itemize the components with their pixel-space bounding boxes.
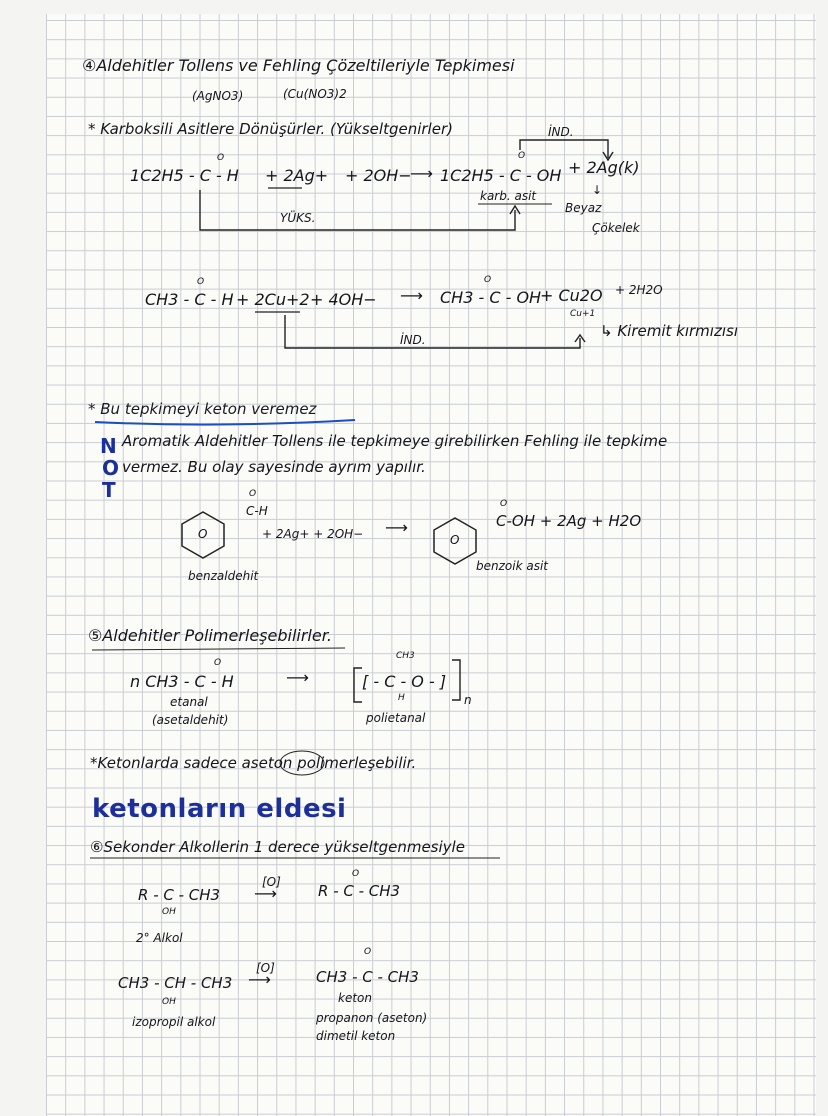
r1-label: 2° Alkol: [136, 931, 183, 945]
benzoik-label: benzoik asit: [476, 559, 548, 573]
asetaldehit-label: (asetaldehit): [152, 713, 229, 727]
eq1-left: 1C2H5 - C - H: [130, 166, 239, 185]
eq2-oh: + 4OH−: [310, 290, 377, 309]
eq1-ag: + 2Ag+: [265, 166, 329, 185]
ketonlar-heading: ketonların eldesi: [92, 794, 347, 824]
r1-arrow-icon: ⟶: [254, 884, 277, 903]
eq2-kiremit: ↳ Kiremit kırmızısı: [600, 322, 738, 340]
eq1-oh: + 2OH−: [345, 166, 412, 185]
note-letter-t: T: [102, 478, 116, 502]
eq1-yuks: YÜKS.: [280, 211, 316, 225]
polymer-n: n: [464, 693, 472, 707]
note-line-1: Aromatik Aldehitler Tollens ile tepkimeye girebilirken Fehling ile tepkime: [122, 432, 668, 450]
r1-right-o: O: [352, 869, 360, 879]
ind-label-top: İND.: [548, 125, 574, 139]
r2-keton: keton: [338, 991, 372, 1005]
eq1-carbonyl-right: O: [518, 151, 526, 161]
r1-right: R - C - CH3: [318, 882, 401, 900]
eq2-h2o: + 2H2O: [615, 283, 663, 297]
r2-oh: OH: [162, 997, 176, 1007]
polietanal-label: polietanal: [366, 711, 426, 725]
section-4-title: ④Aldehitler Tollens ve Fehling Çözeltileriyle Tepkimesi: [82, 56, 515, 75]
section-6-title: ⑥Sekonder Alkollerin 1 derece yükseltgenmesiyle: [90, 838, 465, 856]
eq1-carbonyl: O: [217, 153, 225, 163]
polymer-lhs: n CH3 - C - H: [130, 672, 234, 691]
section-5-title: ⑤Aldehitler Polimerleşebilirler.: [88, 626, 332, 645]
eq2-left: CH3 - C - H: [145, 290, 234, 309]
eq1-down-arrow: ↓: [592, 183, 603, 197]
keton-polymer-line: *Ketonlarda sadece aseton polimerleşebilir.: [90, 754, 417, 772]
r2-left: CH3 - CH - CH3: [118, 974, 233, 992]
carboxylic-acid-line: * Karboksili Asitlere Dönüşürler. (Yükseltgenirler): [88, 120, 453, 138]
r2-right-o: O: [364, 947, 372, 957]
r1-left: R - C - CH3: [138, 886, 221, 904]
eq1-right: 1C2H5 - C - OH: [440, 166, 562, 185]
r1-ox: [O]: [262, 875, 281, 889]
benz-cho: C-H: [246, 504, 268, 518]
r1-oh: OH: [162, 907, 176, 917]
eq2-cu2o: + Cu2O: [540, 286, 603, 305]
keton-note: * Bu tepkimeyi keton veremez: [88, 400, 317, 418]
eq2-right: CH3 - C - OH: [440, 288, 542, 307]
polymer-top: CH3: [396, 651, 415, 661]
note-letter-o: O: [102, 456, 120, 480]
eq2-carbonyl-right: O: [484, 275, 492, 285]
eq2-cu: + 2Cu+2: [236, 290, 310, 309]
benzaldehit-label: benzaldehit: [188, 569, 259, 583]
fehling-reagent: (Cu(NO3)2: [283, 87, 347, 101]
polymer-arrow: ⟶: [286, 668, 309, 687]
eq1-beyaz: Beyaz: [565, 201, 602, 215]
r2-ox: [O]: [256, 961, 275, 975]
eq2-ind: İND.: [400, 333, 426, 347]
r2-propanon: propanon (aseton): [316, 1011, 428, 1025]
eq1-ag-product: + 2Ag(k): [568, 158, 640, 177]
benz-product-o: O: [500, 499, 508, 509]
r2-label: izopropil alkol: [132, 1015, 216, 1029]
eq2-carbonyl: O: [197, 277, 205, 287]
eq2-arrow: ⟶: [400, 286, 423, 305]
r2-right: CH3 - C - CH3: [316, 968, 419, 986]
benzene-ring-center: O: [198, 527, 208, 541]
benz-reagents: + 2Ag+ + 2OH−: [262, 527, 364, 541]
eq1-arrow: ⟶: [410, 164, 433, 183]
benz-arrow: ⟶: [385, 518, 408, 537]
tollens-reagent: (AgNO3): [192, 89, 244, 103]
benzene-ring-product-center: O: [450, 533, 460, 547]
note-letter-n: N: [100, 434, 117, 458]
eq1-cokelek: Çökelek: [592, 221, 640, 235]
benz-product: C-OH + 2Ag + H2O: [496, 512, 642, 530]
polymer-lhs-o: O: [214, 658, 222, 668]
polymer-unit: [ - C - O - ]: [362, 672, 447, 691]
eq2-cu-plus: Cu+1: [570, 309, 596, 319]
note-line-2: vermez. Bu olay sayesinde ayrım yapılır.: [122, 458, 426, 476]
r2-arrow-icon: ⟶: [248, 970, 271, 989]
r2-dimetil: dimetil keton: [316, 1029, 396, 1043]
eq1-karb-asit: karb. asit: [480, 189, 537, 203]
polymer-bottom: H: [398, 693, 405, 703]
benz-cho-o: O: [249, 489, 257, 499]
etanal-label: etanal: [170, 695, 208, 709]
